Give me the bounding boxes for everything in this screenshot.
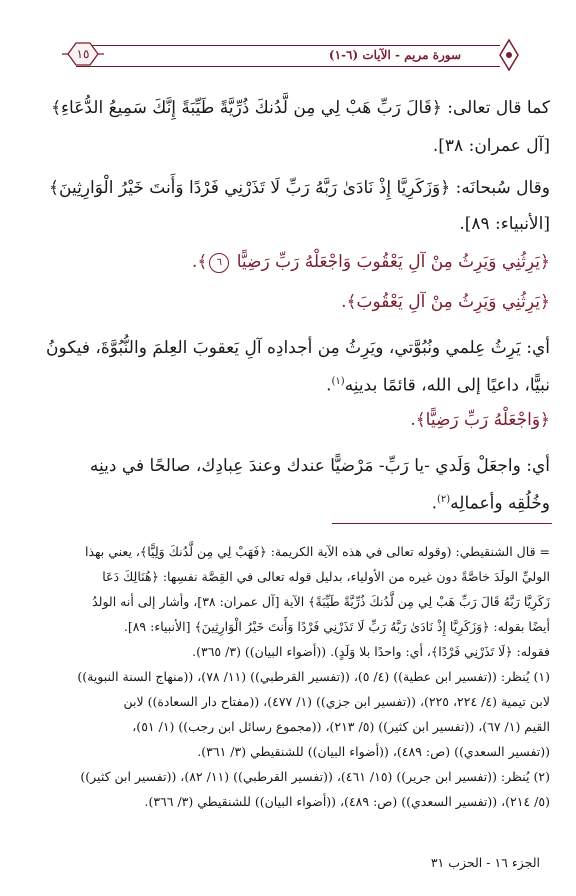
footnote-ref-2[interactable]: (٢) [436,494,451,505]
paragraph-3-line-1: أي: يَرِثُ عِلمي ونُبُوَّتي، ويَرِثُ مِن أجدادِه آلِ يَعقوبَ العِلمَ والنُّبُوَّةَ، فيكونُ [46,338,550,358]
footnote-1-line-4: ((تفسير السعدي)) (ص: ٤٨٩)، ((أضواء البيان)) للشنقيطي (٣/ ٣٦١). [197,744,550,759]
footnote-continued-line-3: زَكَرِيَّا رَبَّهُ قَالَ رَبِّ هَبْ لِي مِن لَّدُنكَ ذُرِّيَّةً طَيِّبَةً﴾ الآية [آل عمران: ٣٨]، وأشار إلى أنه الولدُ [92,594,550,609]
footnote-continued-line-4: أيضًا بقوله: ﴿وَزَكَرِيَّا إِذْ نَادَىٰ رَبَّهُ رَبِّ لَا تَذَرْنِي فَرْدًا وَأَنتَ خَيْرُ الْوَارِثِينَ﴾ [الأنبياء: ٨٩]. [123,619,550,634]
footnote-1-line-1: (١) يُنظر: ((تفسير ابن عطية)) (٤/ ٥)، ((تفسير القرطبي)) (١١/ ٧٨)، ((منهاج السنة النبوية)) [77,669,550,684]
footnote-continued-line-1: = قال الشنقيطي: (وقوله تعالى في هذه الآية الكريمة: ﴿فَهَبْ لِي مِن لَّدُنكَ وَلِيًّا﴾، يعني بهذا [84,544,550,559]
paragraph-4-text: وخُلُقِه وأعمالِه [450,493,550,514]
paragraph-4-end: . [431,493,437,514]
paragraph-3-line-2 [26,364,550,404]
footnote-1-line-3: القيم (١/ ٦٧)، ((تفسير ابن كثير)) (٥/ ٢١٣)، ((مجموع رسائل ابن رجب)) (١/ ٥١)، [132,719,550,734]
page-number: ١٥ [76,47,90,61]
footnote-ref-1[interactable]: (١) [331,376,345,387]
footnote-1-line-2: لابن تيمية (٤/ ٢٢٤، ٢٢٥)، ((تفسير ابن جزي)) (١/ ٤٧٧)، ((مفتاح دار السعادة)) لابن [123,694,550,709]
sura-label: سورة مريم - الآيات (٦-١) [328,48,462,62]
footnote-2-line-2: (٥/ ٢١٤)، ((تفسير السعدي)) (ص: ٤٨٩)، ((أضواء البيان)) للشنقيطي (٣/ ٣٦٦). [144,794,550,809]
verse-full-end: ﴾. [191,252,208,272]
paragraph-1-line-2: [آل عمران: ٣٨]. [432,136,550,156]
paragraph-3-end: . [326,375,332,396]
footnote-continued-line-5: فقوله: ﴿لَا تَذَرْنِي فَرْدًا﴾، أي: واحدًا بلا وَلَدٍ). ((أضواء البيان)) (٣/ ٣٦٥). [192,644,550,659]
verse-part-1: ﴿يَرِثُنِي وَيَرِثُ مِنْ آلِ يَعْقُوبَ﴾. [341,292,550,312]
paragraph-3-text: نبيًّا، داعيًا إلى الله، قائمًا بدينِه [344,375,550,396]
paragraph-4-line-2 [26,482,550,522]
verse-number-badge: ٦ [209,253,229,273]
paragraph-4-line-1: أي: واجعَلْ وَلَدي -يا رَبِّ- مَرْضيًّا عندك وعندَ عِبادِك، صالحًا في دينِه [89,456,550,476]
header-rule-bottom [76,66,500,67]
footnote-divider [332,523,552,524]
paragraph-2-line-1: وقال سُبحانَه: ﴿وَزَكَرِيَّا إِذْ نَادَىٰ رَبَّهُ رَبِّ لَا تَذَرْنِي فَرْدًا وَأَنتَ خَيْرُ الْوَارِثِينَ﴾ [49,178,550,198]
verse-part-2: ﴿وَاجْعَلْهُ رَبِّ رَضِيًّا﴾. [410,410,550,430]
part-label: الجزء ١٦ - الحزب ٣١ [430,855,540,870]
footnote-continued-line-2: الوليِّ الولَدَ خاصَّةً دون غيره من الأولياء، بدليل قوله تعالى في القِصَّة نفسِها: ﴿هُنَالِكَ دَعَا [102,569,550,584]
verse-full-text: ﴿يَرِثُنِي وَيَرِثُ مِنْ آلِ يَعْقُوبَ وَاجْعَلْهُ رَبِّ رَضِيًّا [236,252,550,272]
footnote-2-line-1: (٢) يُنظر: ((تفسير ابن جرير)) (١٥/ ٤٦١)، ((تفسير القرطبي)) (١١/ ٨٢)، ((تفسير ابن كثير)) [80,769,550,784]
paragraph-1-line-1: كما قال تعالى: ﴿قَالَ رَبِّ هَبْ لِي مِن لَّدُنكَ ذُرِّيَّةً طَيِّبَةً إِنَّكَ سَمِيعُ الدُّعَاءِ﴾ [51,98,550,118]
ornament-icon [498,38,520,72]
verse-full [192,248,550,276]
paragraph-2-line-2: [الأنبياء: ٨٩]. [459,214,550,234]
